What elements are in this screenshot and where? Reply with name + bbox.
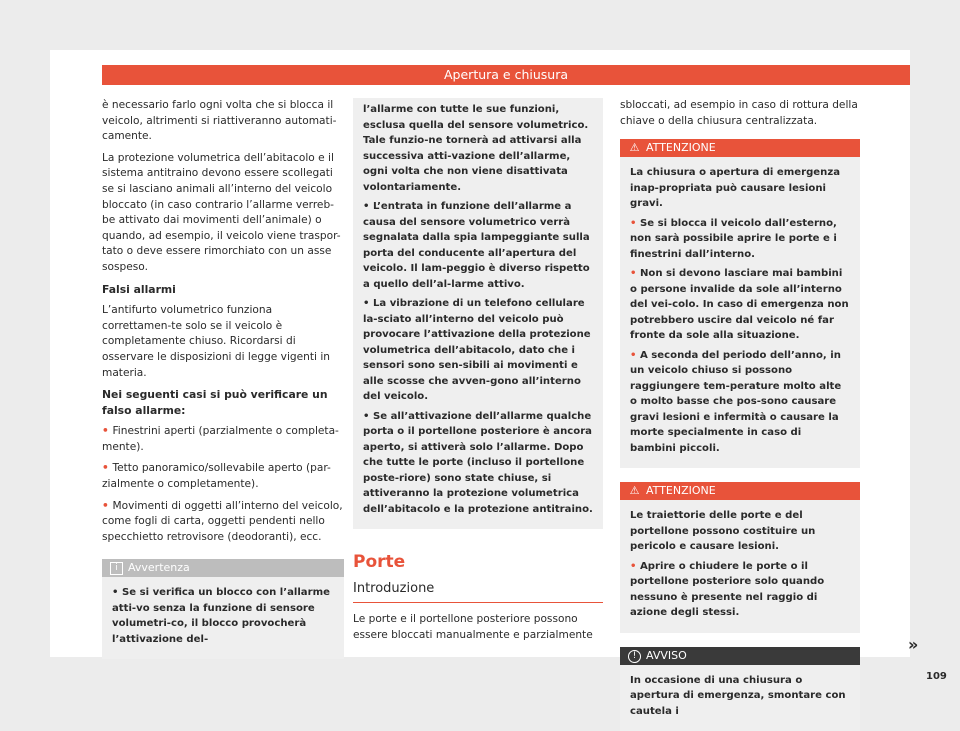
paragraph: Le porte e il portellone posteriore possono essere bloccati manualmente e parzialmente bbox=[353, 613, 593, 641]
notice-box bbox=[620, 647, 860, 731]
column-2 bbox=[353, 98, 603, 649]
list-item: • Finestrini aperti (parzialmente o completa-mente). bbox=[102, 425, 339, 453]
note-body bbox=[102, 577, 344, 659]
warning-header bbox=[620, 139, 860, 157]
column-1 bbox=[102, 98, 344, 659]
list-item: • Non si devono lasciare mai bambini o persone invalide da sole all’interno del vei-colo. In caso di emergenza non potrebbero uscire dal veicolo né far fronte da sole alla situazione. bbox=[630, 268, 849, 342]
page-number: 109 bbox=[926, 671, 947, 682]
list-item: • Se si blocca il veicolo dall’esterno, non sarà possibile aprire le porte e i finestrini dall’interno. bbox=[630, 217, 837, 260]
list-item: • Se si verifica un blocco con l’allarme atti-vo senza la funzione di sensore volumetri-co, il blocco provocherà l’attivazione del- bbox=[112, 587, 330, 645]
warning-title: ATTENZIONE bbox=[646, 141, 716, 155]
bullet-icon: • bbox=[102, 499, 113, 512]
paragraph: La protezione volumetrica dell’abitacolo e il sistema antitraino devono essere scollegati se si lasciano animali all’interno del veicolo bloccato (in caso contrario l’allarme verreb-be attivato dai movimenti dell’animale) o quando, ad esempio, il veicolo viene traspor-tato o deve essere rimorchiato con un asse sospeso. bbox=[102, 151, 341, 273]
warning-header bbox=[620, 482, 860, 500]
warning-body bbox=[620, 500, 860, 633]
continue-marker: » bbox=[908, 635, 919, 654]
warning-icon: ⚠ bbox=[629, 141, 640, 155]
list-item: • Tetto panoramico/sollevabile aperto (par-zialmente o completamente). bbox=[102, 462, 331, 491]
note-box bbox=[102, 559, 344, 659]
paragraph: è necessario farlo ogni volta che si blocca il veicolo, altrimenti si riattiveranno automati-camente. bbox=[102, 99, 337, 143]
subheading-casi: Nei seguenti casi si può verificare un falso allarme: bbox=[102, 388, 328, 417]
paragraph: Le traiettorie delle porte e del portellone possono costituire un pericolo e causare lesioni. bbox=[630, 510, 816, 553]
list-item: • Movimenti di oggetti all’interno del veicolo, come fogli di carta, oggetti pendenti nello specchietto retrovisore (deodoranti), ecc. bbox=[102, 499, 343, 543]
page bbox=[50, 50, 947, 717]
note-title: Avvertenza bbox=[128, 561, 190, 575]
notice-body bbox=[620, 665, 860, 731]
warning-box bbox=[620, 139, 860, 468]
paragraph: sbloccati, ad esempio in caso di rottura della chiave o della chiusura centralizzata. bbox=[620, 99, 858, 127]
notice-title: AVVISO bbox=[646, 648, 687, 662]
list-item: • Aprire o chiudere le porte o il portellone posteriore solo quando nessuno è presente nel raggio di azione degli stessi. bbox=[630, 560, 825, 619]
bullet-icon: • bbox=[102, 425, 113, 438]
column-3 bbox=[620, 98, 860, 731]
note-box-continued bbox=[353, 98, 603, 529]
warning-icon: ⚠ bbox=[629, 484, 640, 498]
notice-header bbox=[620, 647, 860, 665]
paragraph: l’allarme con tutte le sue funzioni, esclusa quella del sensore volumetrico. Tale funzio-ne tornerà ad attivarsi alla successiva atti-vazione dell’allarme, ogni volta che non viene disattivata volontariamente. bbox=[363, 104, 589, 193]
exclamation-circle-icon: ! bbox=[628, 650, 641, 663]
info-icon: i bbox=[110, 562, 123, 575]
warning-body bbox=[620, 157, 860, 468]
subheading-falsi-allarmi: Falsi allarmi bbox=[102, 282, 176, 296]
subsection-title: Introduzione bbox=[353, 581, 603, 604]
section-title: Porte bbox=[353, 552, 406, 572]
list-item: • Se all’attivazione dell’allarme qualche porta o il portellone posteriore è ancora aperto, si attiverà solo l’allarme. Dopo che tutte le porte (incluso il portellone poste-riore) sono state chiuse, si attiveranno la protezione volumetrica dell’abitacolo e la protezione antitraino. bbox=[363, 410, 593, 515]
note-header bbox=[102, 559, 344, 577]
list-item: • A seconda del periodo dell’anno, in un veicolo chiuso si possono raggiungere tem-perature molto alte o molto basse che pos-sono causare gravi lesioni e infermità o causare la morte specialmente in caso di bambini piccoli. bbox=[630, 349, 842, 454]
warning-title: ATTENZIONE bbox=[646, 484, 716, 498]
paragraph: L’antifurto volumetrico funziona correttamen-te solo se il veicolo è completamente chiuso. Ricordarsi di osservare le disposizioni di legge vigenti in materia. bbox=[102, 304, 330, 379]
list-item: • L’entrata in funzione dell’allarme a causa del sensore volumetrico verrà segnalata dalla spia lampeggiante sulla porta del conducente all’apertura del veicolo. Il lam-peggio è diverso rispetto a quello dell’al-larme attivo. bbox=[363, 201, 590, 290]
note-body bbox=[353, 98, 603, 529]
paragraph: In occasione di una chiusura o apertura di emergenza, smontare con cautela i bbox=[630, 674, 846, 717]
warning-box bbox=[620, 482, 860, 633]
list-item: • La vibrazione di un telefono cellulare la-sciato all’interno del veicolo può provocare l’attivazione della protezione volumetrica dell’abitacolo, dato che i sensori sono sen-sibili ai movimenti e alle scosse che avven-gono all’interno del veicolo. bbox=[363, 298, 591, 402]
bullet-icon: • bbox=[102, 462, 113, 475]
page-header: Apertura e chiusura bbox=[102, 65, 910, 85]
paragraph: La chiusura o apertura di emergenza inap-propriata può causare lesioni gravi. bbox=[630, 167, 841, 210]
